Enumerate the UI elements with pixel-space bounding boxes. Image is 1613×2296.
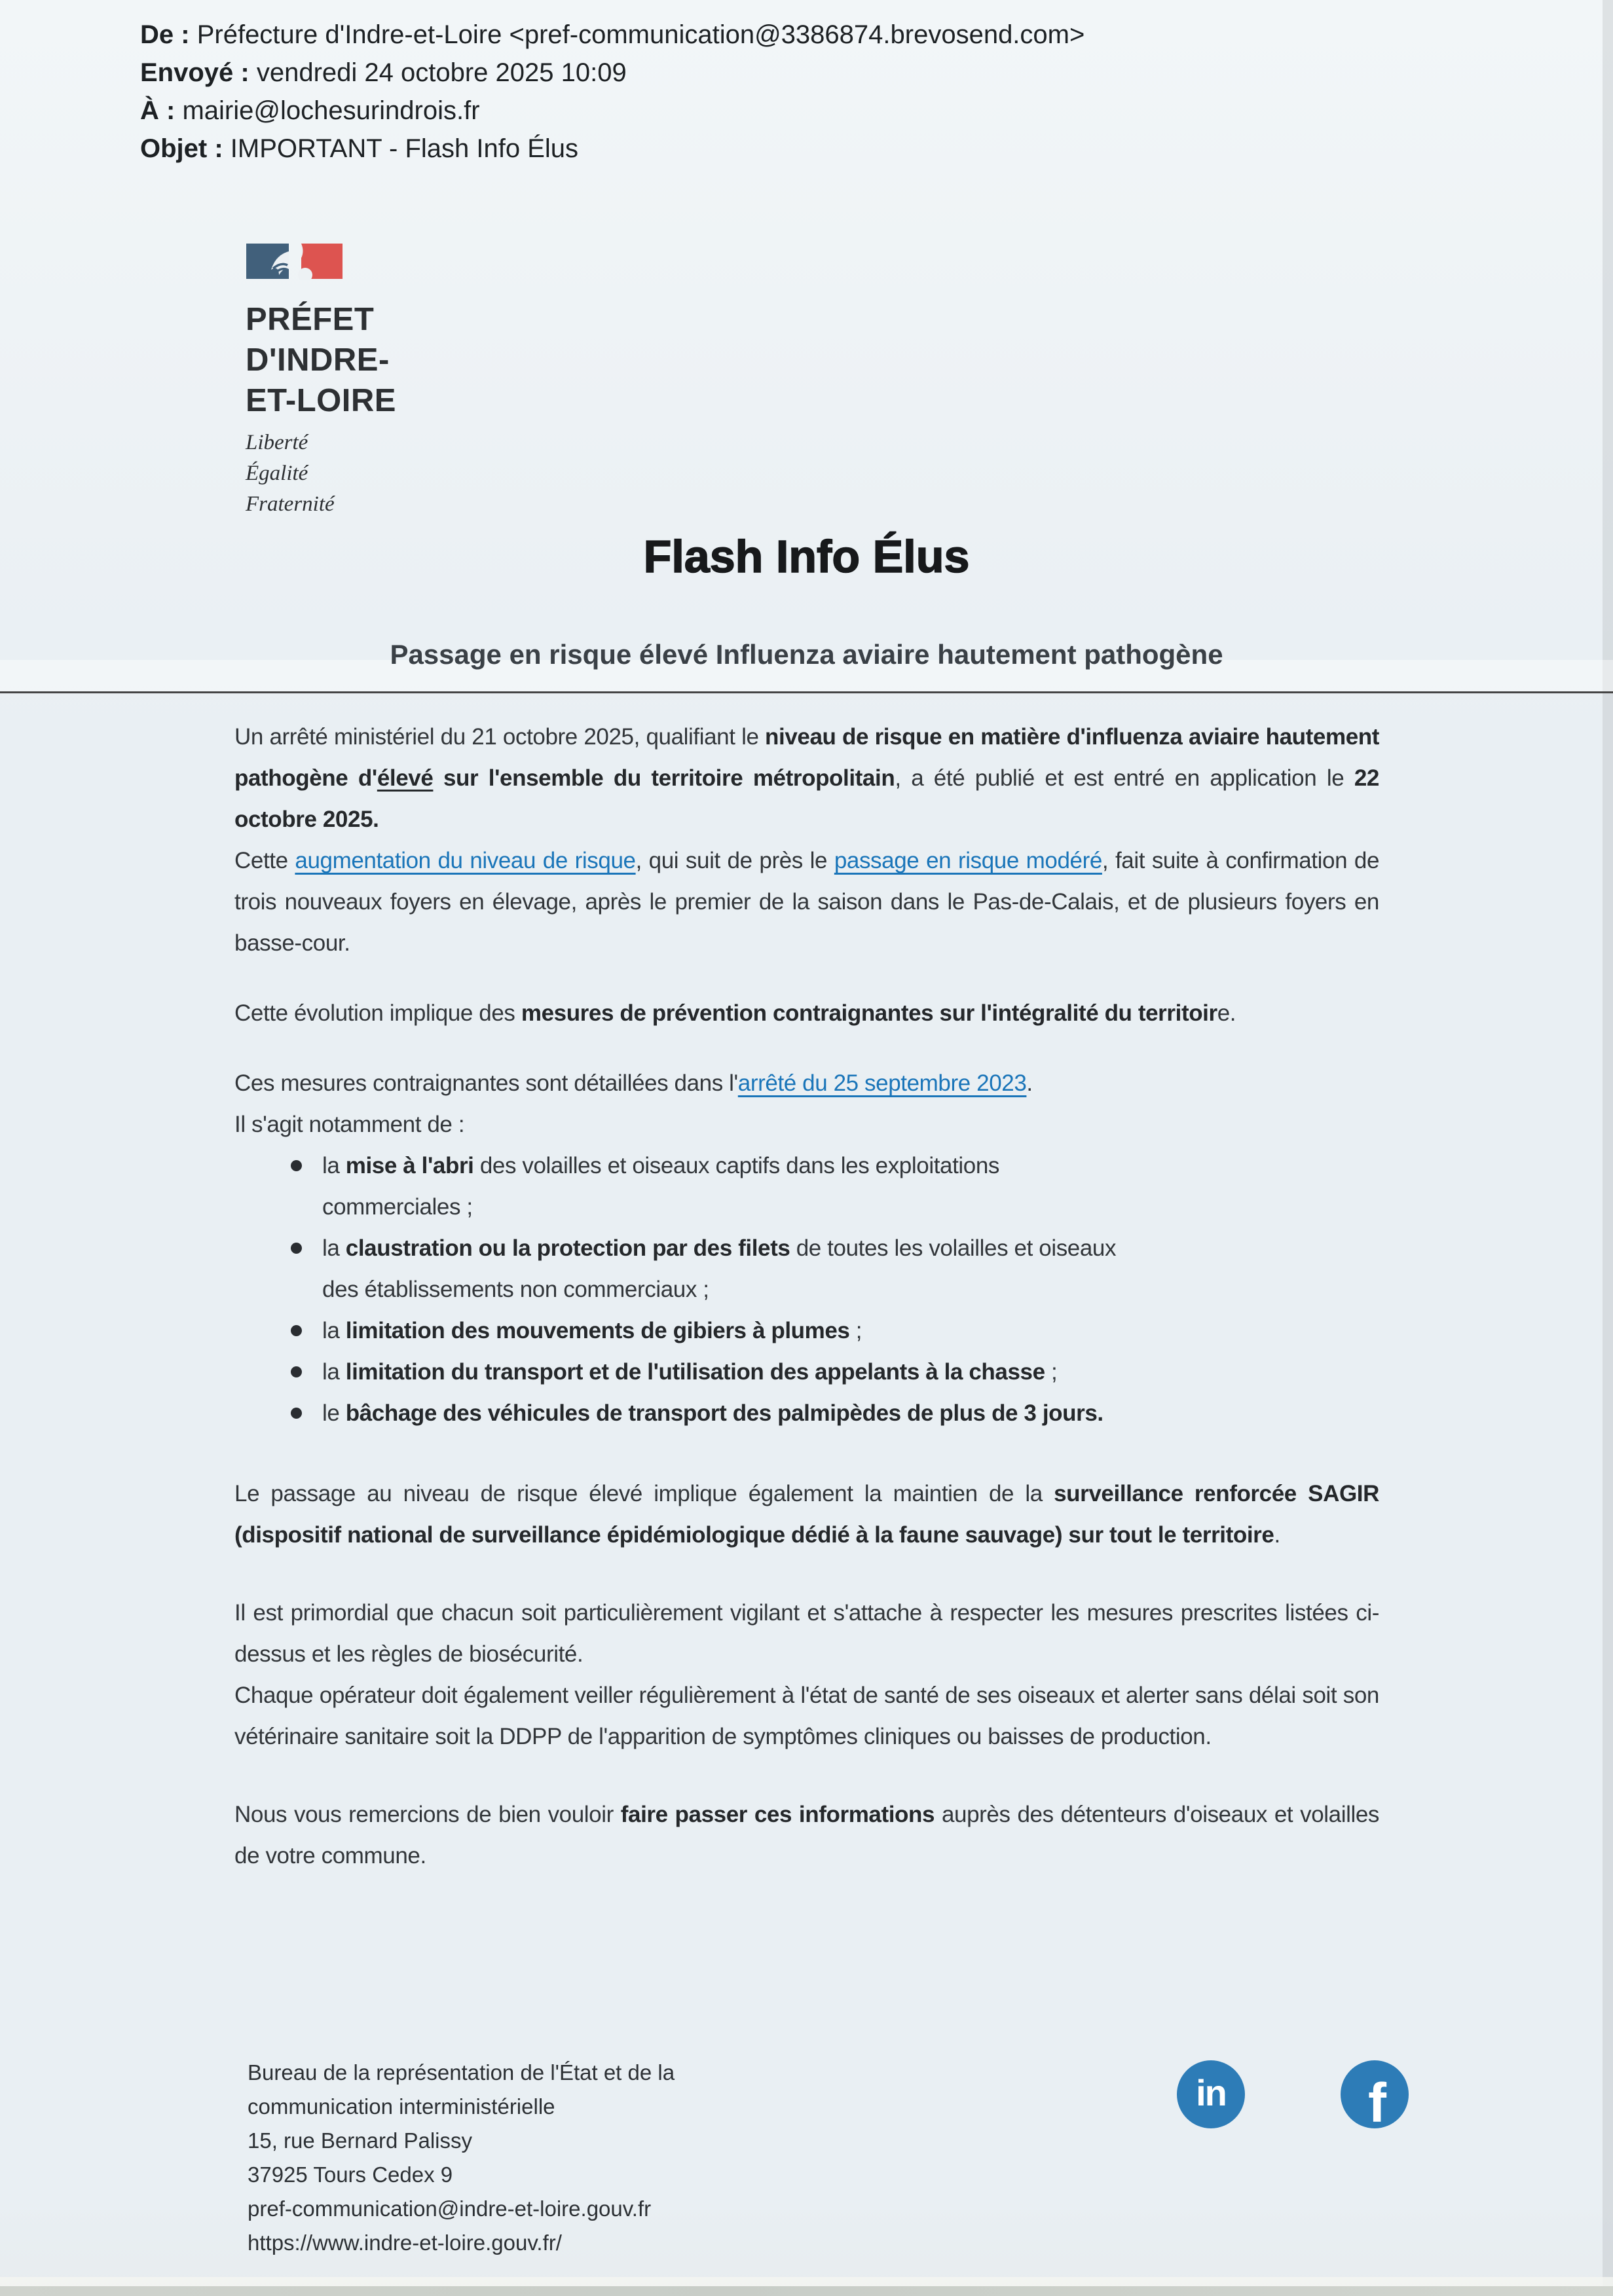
- to-value: mairie@lochesurindrois.fr: [182, 96, 480, 125]
- link-passage-risque-modere[interactable]: passage en risque modéré: [834, 848, 1102, 873]
- list-item-claustration: [234, 1228, 1379, 1310]
- list-intro: Il s'agit notamment de :: [234, 1112, 465, 1137]
- linkedin-icon[interactable]: [1177, 2060, 1245, 2128]
- text-segment-bold: limitation des mouvements de gibiers à plumes: [345, 1318, 850, 1343]
- sent-value: vendredi 24 octobre 2025 10:09: [256, 58, 627, 87]
- text-segment-bold: mise à l'abri: [345, 1153, 474, 1178]
- from-value: Préfecture d'Indre-et-Loire <pref-communication@3386874.brevosend.com>: [196, 20, 1085, 49]
- text-segment-bold: faire passer ces informations: [620, 1802, 935, 1827]
- scan-right-shade: [1603, 0, 1613, 2296]
- text-segment-bold: limitation du transport et de l'utilisation des appelants à la chasse: [345, 1359, 1045, 1385]
- page-subtitle: Passage en risque élevé Influenza aviaire hautement pathogène: [390, 639, 1223, 670]
- body-content: [234, 716, 1379, 1876]
- footer-address: [248, 2056, 675, 2260]
- link-arrete-25-septembre-2023[interactable]: arrêté du 25 septembre 2023: [737, 1070, 1027, 1096]
- republic-motto: [246, 428, 396, 520]
- text-segment-bold: bâchage des véhicules de transport des palmipèdes de plus de 3 jours.: [345, 1400, 1103, 1426]
- paragraph-sagir: [234, 1473, 1379, 1556]
- footer-website: https://www.indre-et-loire.gouv.fr/: [248, 2231, 562, 2255]
- paragraph-mesures: [234, 1063, 1379, 1104]
- list-item-line: [322, 1145, 1379, 1186]
- text-segment: Le passage au niveau de risque élevé implique également la maintien de la: [234, 1481, 1054, 1506]
- footer-bureau-line2: communication interministérielle: [248, 2094, 555, 2119]
- marianne-flag-icon: [246, 242, 344, 280]
- page-title: Flash Info Élus: [643, 531, 970, 582]
- text-segment: , a été publié et est entré en application le: [895, 765, 1354, 791]
- text-segment: Cette: [234, 848, 295, 873]
- email-header: [140, 16, 1085, 168]
- text-segment: Ces mesures contraignantes sont détaillées dans l': [234, 1070, 738, 1096]
- vigilance-line1: Il est primordial que chacun soit particulièrement vigilant et s'attache à respecter les mesures prescrites listées ci-dessus et les règles de biosécurité.: [234, 1600, 1379, 1667]
- prefecture-name-line3: ET-LOIRE: [246, 383, 396, 418]
- sent-label: Envoyé :: [140, 58, 250, 87]
- bullet-list: [234, 1145, 1379, 1434]
- text-segment: .: [1026, 1070, 1033, 1096]
- text-segment: le: [322, 1400, 346, 1426]
- footer-bureau-line1: Bureau de la représentation de l'État et de la: [248, 2060, 675, 2085]
- text-segment: , qui suit de près le: [635, 848, 834, 873]
- text-segment-bold: claustration ou la protection par des filets: [345, 1235, 790, 1261]
- linkedin-glyph: in: [1196, 2071, 1226, 2113]
- scan-bottom-light-strip: [0, 2277, 1613, 2286]
- list-item-mise-a-labri: [234, 1145, 1379, 1228]
- list-item-line: commerciales ;: [322, 1194, 473, 1220]
- prefecture-name: [246, 299, 396, 421]
- facebook-glyph: f: [1368, 2071, 1386, 2128]
- text-segment: Nous vous remercions de bien vouloir: [234, 1802, 621, 1827]
- list-item-line: [322, 1228, 1379, 1269]
- text-segment: ;: [1045, 1359, 1058, 1385]
- text-segment-bold-underline: élevé: [377, 765, 434, 791]
- email-from-line: [140, 16, 1085, 54]
- vigilance-line2: Chaque opérateur doit également veiller régulièrement à l'état de santé de ses oiseaux et alerter sans délai soit son vétérinaire sanitaire soit la DDPP de l'apparition de symptômes cliniques ou baisses de production.: [234, 1683, 1379, 1749]
- text-segment: Cette évolution implique des: [234, 1000, 521, 1026]
- text-segment: .: [1274, 1522, 1280, 1548]
- facebook-icon[interactable]: [1341, 2060, 1409, 2128]
- motto-fraternite: Fraternité: [246, 492, 335, 516]
- prefecture-logo: [246, 242, 396, 520]
- subject-label: Objet :: [140, 134, 223, 163]
- paragraph-remerciements: [234, 1794, 1379, 1876]
- text-segment: des volailles et oiseaux captifs dans les exploitations: [473, 1153, 1000, 1178]
- list-item-appelants: [234, 1351, 1379, 1393]
- text-segment-bold: surveillance renforcée SAGIR (dispositif national de surveillance épidémiologique dédié à la faune sauvage) sur tout le territoire: [234, 1481, 1379, 1548]
- list-item-gibiers: [234, 1310, 1379, 1351]
- paragraph-augmentation: [234, 840, 1379, 964]
- link-augmentation-niveau-risque[interactable]: augmentation du niveau de risque: [295, 848, 636, 873]
- text-segment-bold: niveau de risque en matière d'influenza aviaire hautement pathogène d': [234, 724, 1379, 791]
- footer-city: 37925 Tours Cedex 9: [248, 2162, 453, 2187]
- paragraph-evolution: [234, 993, 1379, 1034]
- motto-egalite: Égalité: [246, 462, 308, 485]
- text-segment: , fait suite à confirmation de trois nouveaux foyers en élevage, après le premier de la saison dans le Pas-de-Calais, et de plusieurs foyers en basse-cour.: [234, 848, 1380, 956]
- scan-bottom-edge: [0, 2286, 1613, 2296]
- text-segment: Un arrêté ministériel du 21 octobre 2025, qualifiant le: [234, 724, 766, 750]
- text-segment: la: [322, 1153, 346, 1178]
- email-sent-line: [140, 54, 1085, 92]
- email-subject-line: [140, 130, 1085, 168]
- horizontal-divider: [0, 691, 1613, 693]
- from-label: De :: [140, 20, 190, 49]
- text-segment-bold: mesures de prévention contraignantes sur l'intégralité du territoir: [521, 1000, 1217, 1026]
- footer-email: pref-communication@indre-et-loire.gouv.fr: [248, 2196, 652, 2221]
- list-item-bachage: [234, 1393, 1379, 1434]
- text-segment-bold: 22 octobre 2025.: [234, 765, 1379, 832]
- text-segment: la: [322, 1318, 346, 1343]
- subject-value: IMPORTANT - Flash Info Élus: [230, 134, 579, 163]
- text-segment: e.: [1217, 1000, 1236, 1026]
- text-segment-bold: sur l'ensemble du territoire métropolitain: [433, 765, 895, 791]
- prefecture-name-line2: D'INDRE-: [246, 342, 390, 378]
- footer-street: 15, rue Bernard Palissy: [248, 2128, 473, 2153]
- measures-block: [234, 1063, 1379, 1434]
- prefecture-name-line1: PRÉFET: [246, 302, 375, 337]
- to-label: À :: [140, 96, 176, 125]
- text-segment: la: [322, 1235, 346, 1261]
- paragraph-arrete: [234, 716, 1379, 840]
- email-to-line: [140, 92, 1085, 130]
- paragraph-vigilance: [234, 1592, 1379, 1757]
- text-segment: auprès des détenteurs d'oiseaux et volailles de votre commune.: [234, 1802, 1379, 1868]
- text-segment: de toutes les volailles et oiseaux: [790, 1235, 1117, 1261]
- list-item-line: des établissements non commerciaux ;: [322, 1277, 709, 1302]
- motto-liberte: Liberté: [246, 431, 308, 454]
- text-segment: ;: [849, 1318, 862, 1343]
- social-icons: [1177, 2060, 1409, 2128]
- text-segment: la: [322, 1359, 346, 1385]
